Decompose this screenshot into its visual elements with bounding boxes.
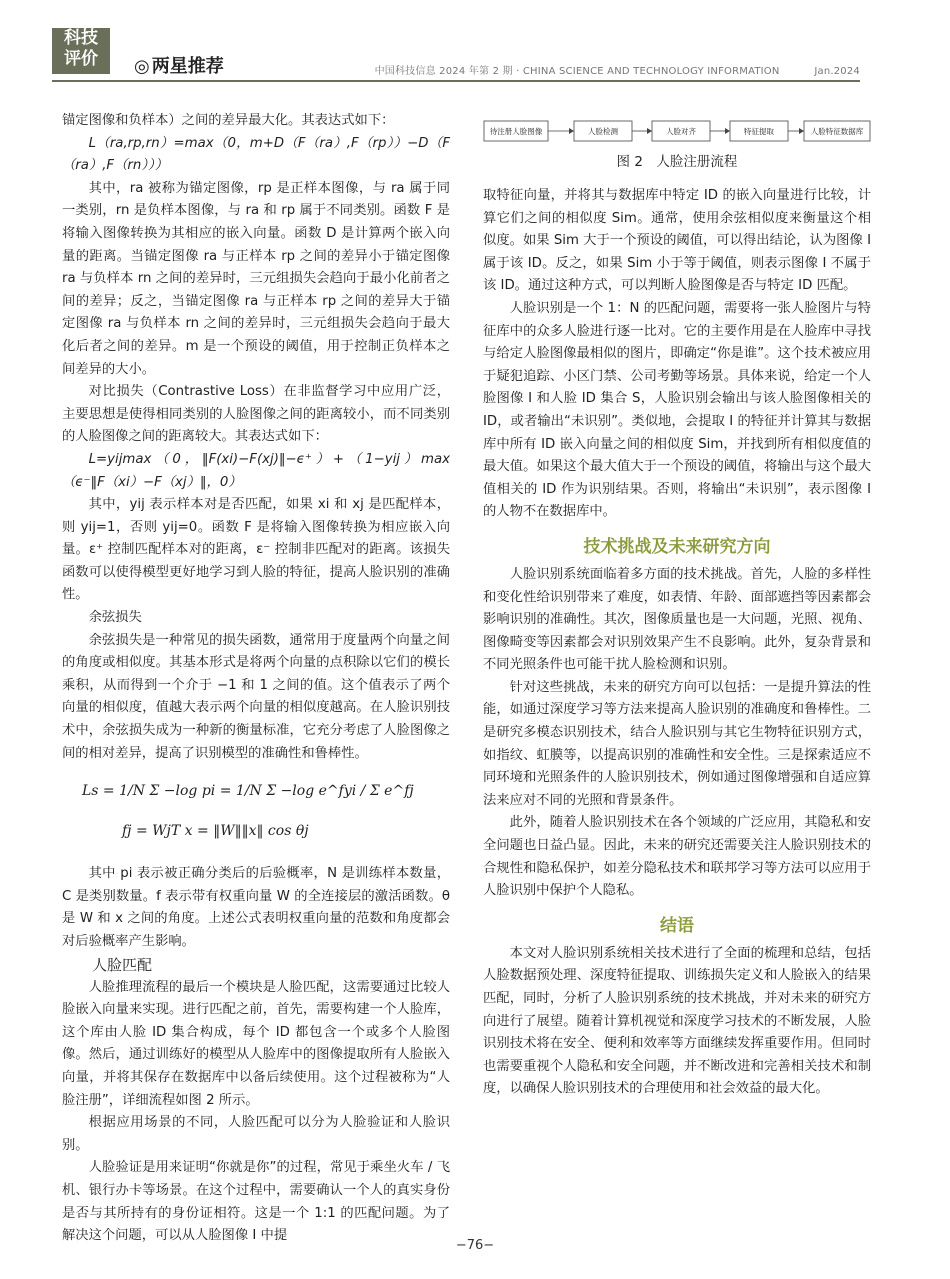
left-column xyxy=(62,110,450,1248)
header-rule xyxy=(52,80,860,82)
figure-caption: 图 2 人脸注册流程 xyxy=(616,154,738,170)
section-title: 两星推荐 xyxy=(151,56,224,77)
logo-line-2: 评价 xyxy=(64,49,98,69)
triplet-loss-formula: L（ra,rp,rn）=max（0，m+D（F（ra）,F（rp））−D（F（ra）,F（rn））） xyxy=(62,135,450,174)
cosine-loss-equation xyxy=(82,771,450,857)
paragraph: 人脸识别是一个 1：N 的匹配问题，需要将一张人脸图片与特征库中的众多人脸进行逐一比对。它的主要作用是在人脸库中寻找与给定人脸图像最相似的图片，即确定“你是谁”。这个技术被应用于疑犯追踪、小区门禁、公司考勤等场景。具体来说，给定一个人脸图像 I 和人脸 ID 集合 S，人脸识别会输出与该人脸图像相关的 ID，或者输出“未识别”。类似地，会提取 I 的特征并计算其与数据库中所有 ID 嵌入向量之间的相似度 Sim，并找到所有相似度值的最大值。如果这个最大值大于一个预设的阈值，将输出与这个最大值相关的 ID 作为识别结果。否则，将输出“未识别”，表示图像 I 的人物不在数据库中。 xyxy=(483,300,871,520)
registration-flowchart xyxy=(483,118,871,144)
right-column xyxy=(483,185,871,1101)
paragraph: 其中 pi 表示被正确分类后的后验概率，N 是训练样本数量，C 是类别数量。f 表示带有权重向量 W 的全连接层的激活函数。θ 是 W 和 x 之间的角度。上述公式表明权重向量的范数和角度都会对后验概率产生影响。 xyxy=(62,866,450,949)
paragraph: 此外，随着人脸识别技术在各个领域的广泛应用，其隐私和安全问题也日益凸显。因此，未来的研究还需要关注人脸识别技术的合规性和隐私保护，如差分隐私技术和联邦学习等方法可以应用于人脸识别中保护个人隐私。 xyxy=(483,815,871,899)
paragraph: 其中，yij 表示样本对是否匹配，如果 xi 和 xj 是匹配样本，则 yij=1，否则 yij=0。函数 F 是将输入图像转换为相应嵌入向量。ε⁺ 控制匹配样本对的距离，ε⁻ 控制非匹配对的距离。该损失函数可以使得模型更好地学习到人脸的特征，提高人脸识别的准确性。 xyxy=(62,497,450,603)
flow-label: 人脸对齐 xyxy=(666,127,696,136)
contrastive-loss-formula: L=yijmax（0，‖F(xi)−F(xj)‖−ϵ⁺）+（1−yij）max（ϵ⁻‖F（xi）−F（xj）‖，0） xyxy=(62,451,450,490)
section-heading-conclusion: 结语 xyxy=(660,915,694,936)
paragraph: 人脸识别系统面临着多方面的技术挑战。首先，人脸的多样性和变化性给识别带来了难度，如表情、年龄、面部遮挡等因素都会影响识别的准确性。其次，图像质量也是一大问题，光照、视角、图像畸变等因素都会对识别效果产生不良影响。此外，复杂背景和不同光照条件也可能干扰人脸检测和识别。 xyxy=(483,566,871,673)
paragraph: 人脸验证是用来证明“你就是你”的过程，常见于乘坐火车 / 飞机、银行办卡等场景。在这个过程中，需要确认一个人的真实身份是否与其所持有的身份证相符。这是一个 1:1 的匹配问题。为了解决这个问题，可以从人脸图像 I 中提 xyxy=(62,1160,450,1244)
equation-line-2: fj = WjT x = ‖W‖‖x‖ cos θj xyxy=(122,823,309,840)
paragraph: 根据应用场景的不同，人脸匹配可以分为人脸验证和人脸识别。 xyxy=(62,1115,450,1153)
paragraph: 取特征向量，并将其与数据库中特定 ID 的嵌入向量进行比较，计算它们之间的相似度 Sim。通常，使用余弦相似度来衡量这个相似度。如果 Sim 大于一个预设的阈值，可以得出结论，认为图像 I 属于该 ID。反之，如果 Sim 小于等于阈值，则表示图像 I 不属于该 ID。通过这种方式，可以判断人脸图像是否与特定 ID 匹配。 xyxy=(483,188,871,294)
equation-line-1: Ls = 1/N Σ −log pi = 1/N Σ −log e^fyi / Σ e^fj xyxy=(82,783,414,800)
paragraph: 锚定图像和负样本）之间的差异最大化。其表达式如下： xyxy=(62,113,395,128)
section-tag xyxy=(134,52,224,78)
paragraph: 对比损失（Contrastive Loss）在非监督学习中应用广泛，主要思想是使得相同类别的人脸图像之间的距离较小，而不同类别的人脸图像之间的距离较大。其表达式如下： xyxy=(62,384,450,445)
paragraph: 余弦损失是一种常见的损失函数，通常用于度量两个向量之间的角度或相似度。其基本形式是将两个向量的点积除以它们的模长乘积，从而得到一个介于 −1 和 1 之间的值。这个值表示了两个向量的相似度，值越大表示两个向量的相似度越高。在人脸识别技术中，余弦损失成为一种新的衡量标准，它充分考虑了人脸图像之间的相对差异，提高了识别模型的准确性和鲁棒性。 xyxy=(62,632,450,761)
figure-2 xyxy=(483,118,871,170)
page-header xyxy=(0,0,950,80)
flow-arrowhead xyxy=(647,128,652,134)
paragraph: 人脸推理流程的最后一个模块是人脸匹配，这需要通过比较人脸嵌入向量来实现。进行匹配之前，首先，需要构建一个人脸库，这个库由人脸 ID 集合构成，每个 ID 都包含一个或多个人脸图像。然后，通过训练好的模型从人脸库中的图像提取所有人脸嵌入向量，并将其保存在数据库中以备后续使用。这个过程被称为“人脸注册”，详细流程如图 2 所示。 xyxy=(62,979,450,1108)
subheading-face-matching: 人脸匹配 xyxy=(92,955,153,974)
page-number: −76− xyxy=(455,1238,495,1253)
paragraph: 针对这些挑战，未来的研究方向可以包括：一是提升算法的性能，如通过深度学习等方法来提高人脸识别的准确度和鲁棒性。二是研究多模态识别技术，结合人脸识别与其它生物特征识别方式，如指纹、虹膜等，以提高识别的准确性和安全性。三是探索适应不同环境和光照条件的人脸识别技术，例如通过图像增强和自适应算法来应对不同的光照和背景条件。 xyxy=(483,679,871,808)
flow-label: 人脸检测 xyxy=(588,127,618,136)
subheading-cosine-loss: 余弦损失 xyxy=(88,610,142,626)
flow-arrowhead xyxy=(799,128,804,134)
journal-info xyxy=(375,62,860,77)
journal-name: 中国科技信息 2024 年第 2 期 · CHINA SCIENCE AND TECHNOLOGY INFORMATION xyxy=(374,66,780,77)
flow-label: 人脸特征数据库 xyxy=(810,127,864,136)
paragraph: 本文对人脸识别系统相关技术进行了全面的梳理和总结，包括人脸数据预处理、深度特征提取、训练损失定义和人脸嵌入的结果匹配，同时，分析了人脸识别系统的技术挑战，并对未来的研究方向进行了展望。随着计算机视觉和深度学习技术的不断发展，人脸识别技术将在安全、便利和效率等方面继续发挥重要作用。但同时也需要重视个人隐私和安全问题，并不断改进和完善相关技术和制度，以确保人脸识别技术的合理使用和社会效益的最大化。 xyxy=(483,945,871,1097)
flow-label: 特征提取 xyxy=(744,127,774,136)
journal-logo xyxy=(52,28,110,74)
section-heading-challenges: 技术挑战及未来研究方向 xyxy=(583,536,771,557)
flow-arrowhead xyxy=(725,128,730,134)
flow-arrowhead xyxy=(569,128,574,134)
section-symbol: ◎ xyxy=(134,56,150,77)
flow-label: 待注册人脸图像 xyxy=(489,127,543,136)
journal-date: Jan.2024 xyxy=(814,66,860,77)
paragraph: 其中，ra 被称为锚定图像，rp 是正样本图像，与 ra 属于同一类别，rn 是负样本图像，与 ra 和 rp 属于不同类别。函数 F 是将输入图像转换为其相应的嵌入向量。函数 D 是计算两个嵌入向量的距离。当锚定图像 ra 与正样本 rp 之间的差异小于锚定图像 ra 与负样本 rn 之间的差异时，三元组损失会趋向于最小化前者之间的差异；反之，当锚定图像 ra 与正样本 rp 之间的差异大于锚定图像 ra 与负样本 rn 之间的差异时，三元组损失会趋向于最大化后者之间的差异。m 是一个预设的阈值，用于控制正负样本之间差异的大小。 xyxy=(62,180,450,377)
logo-line-1: 科技 xyxy=(64,28,98,48)
